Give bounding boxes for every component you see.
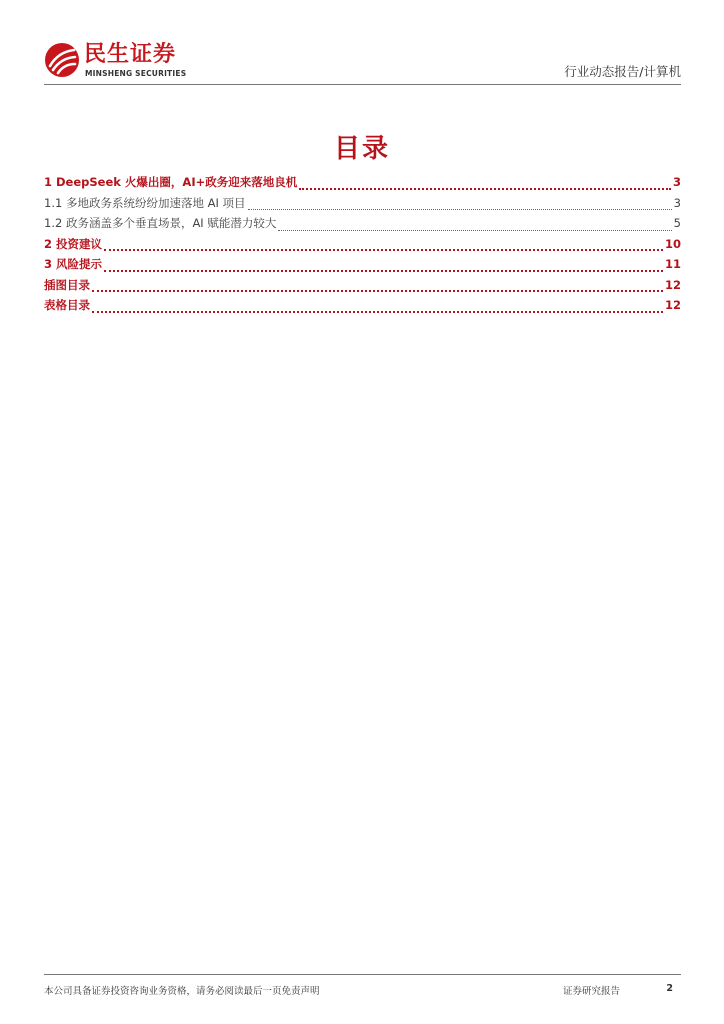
toc-leader-dots: [248, 208, 672, 210]
logo-english-name: MINSHENG SECURITIES: [85, 69, 187, 78]
toc-entry-page: 11: [664, 257, 681, 271]
toc-entry-page: 12: [664, 298, 681, 312]
toc-entry-page: 5: [673, 216, 681, 230]
toc-entry[interactable]: [44, 215, 681, 236]
logo-chinese-name: 民生证券: [84, 42, 177, 67]
toc-leader-dots: [92, 310, 663, 313]
page-number: 2: [666, 983, 673, 994]
toc-entry-label: 1 DeepSeek 火爆出圈，AI+政务迎来落地良机: [44, 175, 298, 189]
toc-leader-dots: [92, 289, 663, 292]
toc-entry-label: 插图目录: [44, 277, 90, 292]
toc-entry-label: 表格目录: [44, 298, 90, 312]
toc-leader-dots: [104, 248, 663, 251]
header-divider: [44, 84, 681, 85]
toc-entry[interactable]: [44, 256, 681, 277]
page-header: [44, 38, 681, 84]
toc-entry-label: 2 投资建议: [44, 236, 103, 251]
table-of-contents: [44, 174, 681, 318]
minsheng-logo-icon: [44, 42, 80, 78]
toc-leader-dots: [278, 229, 671, 231]
toc-entry-page: 12: [664, 277, 681, 292]
toc-entry-page: 3: [673, 195, 681, 210]
footer-disclaimer: 本公司具备证券投资咨询业务资格，请务必阅读最后一页免责声明: [44, 986, 320, 997]
report-type: 行业动态报告/计算机: [564, 64, 681, 79]
toc-entry-page: 10: [664, 236, 681, 251]
footer-doc-type: 证券研究报告: [563, 986, 621, 997]
toc-entry-page: 3: [672, 175, 681, 189]
toc-entry[interactable]: [44, 195, 681, 216]
toc-entry[interactable]: [44, 174, 681, 195]
footer-divider: [44, 974, 681, 975]
toc-entry[interactable]: [44, 277, 681, 298]
toc-leader-dots: [104, 269, 663, 272]
toc-entry-label: 3 风险提示: [44, 257, 103, 271]
toc-entry-label: 1.1 多地政务系统纷纷加速落地 AI 项目: [44, 195, 246, 210]
toc-leader-dots: [299, 187, 671, 190]
toc-title: 目录: [333, 134, 390, 164]
toc-entry[interactable]: [44, 297, 681, 318]
toc-entry[interactable]: [44, 236, 681, 257]
toc-entry-label: 1.2 政务涵盖多个垂直场景，AI 赋能潜力较大: [44, 216, 277, 230]
